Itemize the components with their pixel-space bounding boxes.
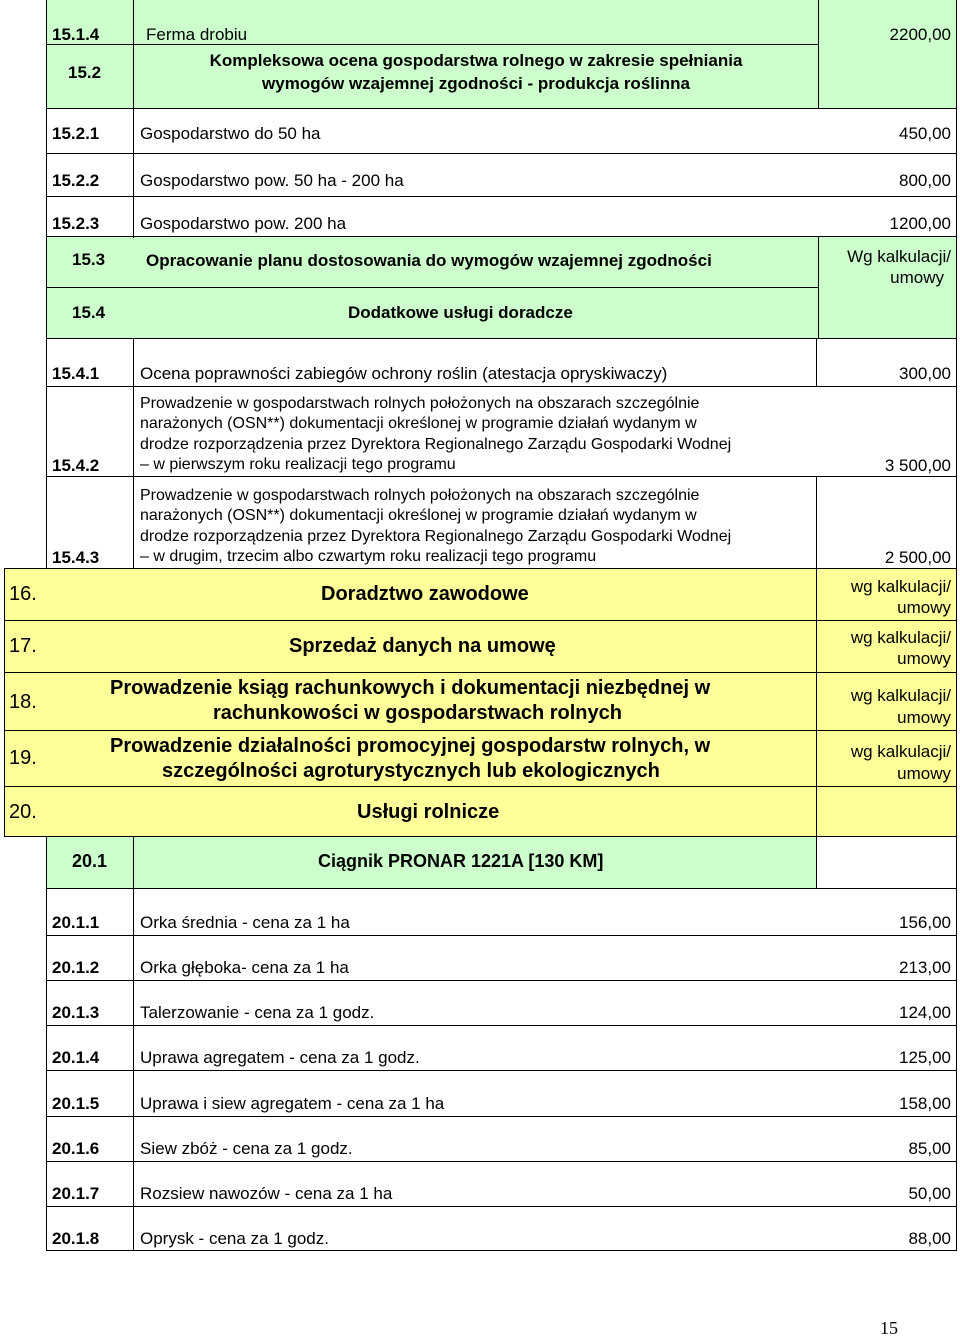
- row-label: Ferma drobiu: [146, 25, 248, 44]
- row-price: 2 500,00: [884, 548, 951, 567]
- row-label: Kompleksowa ocena gospodarstwa rolnego w zakresie spełniania: [209, 51, 743, 70]
- row-price: 450,00: [899, 124, 951, 143]
- row-price: umowy: [897, 708, 951, 727]
- row-label: Prowadzenie działalności promocyjnej gospodarstw rolnych, w: [110, 735, 711, 757]
- row-label: Uprawa i siew agregatem - cena za 1 ha: [140, 1094, 445, 1113]
- row-number: 15.2.3: [52, 214, 100, 233]
- row-number: 20.1.1: [52, 913, 100, 932]
- row-label: Dodatkowe usługi doradcze: [348, 303, 573, 322]
- row-price: 3 500,00: [884, 456, 951, 475]
- row-label: narażonych (OSN**) dokumentacji określonej w programie działań wydanym w: [140, 507, 697, 524]
- row-number: 16.: [9, 583, 37, 605]
- row-number: 18.: [9, 691, 37, 713]
- row-label: Ocena poprawności zabiegów ochrony roślin (atestacja opryskiwaczy): [140, 364, 668, 383]
- row-label: Sprzedaż danych na umowę: [289, 635, 556, 657]
- section-15-2-value-bg: [818, 0, 956, 108]
- row-label: narażonych (OSN**) dokumentacji określonej w programie działań wydanym w: [140, 415, 697, 432]
- row-number: 20.1: [72, 851, 108, 871]
- row-label: wymogów wzajemnej zgodności - produkcja roślinna: [262, 74, 690, 93]
- row-price: 125,00: [899, 1048, 951, 1067]
- row-number: 15.3: [72, 250, 106, 269]
- row-label: Prowadzenie ksiąg rachunkowych i dokumentacji niezbędnej w: [110, 677, 711, 699]
- row-number: 20.1.8: [52, 1229, 100, 1248]
- row-price: 213,00: [899, 958, 951, 977]
- row-price: 50,00: [908, 1184, 951, 1203]
- row-number: 15.4.2: [52, 456, 100, 475]
- row-number: 15.2.1: [52, 124, 100, 143]
- row-number: 15.1.4: [52, 25, 100, 44]
- row-label: Gospodarstwo do 50 ha: [140, 124, 321, 143]
- row-label: drodze rozporządzenia przez Dyrektora Regionalnego Zarządu Gospodarki Wodnej: [140, 528, 732, 545]
- row-label: Prowadzenie w gospodarstwach rolnych położonych na obszarach szczególnie: [140, 395, 700, 412]
- row-price: umowy: [897, 764, 951, 783]
- row-label: Uprawa agregatem - cena za 1 godz.: [140, 1048, 420, 1067]
- row-price: 158,00: [899, 1094, 951, 1113]
- row-price: 85,00: [908, 1139, 951, 1158]
- row-label: Gospodarstwo pow. 200 ha: [140, 214, 347, 233]
- row-price: 88,00: [908, 1229, 951, 1248]
- row-label: – w drugim, trzecim albo czwartym roku realizacji tego programu: [140, 548, 597, 565]
- row-label: Prowadzenie w gospodarstwach rolnych położonych na obszarach szczególnie: [140, 487, 700, 504]
- row-price: 300,00: [899, 364, 951, 383]
- row-number: 20.1.7: [52, 1184, 100, 1203]
- row-number: 20.1.2: [52, 958, 100, 977]
- row-label: Usługi rolnicze: [357, 801, 500, 823]
- row-price: Wg kalkulacji/: [847, 247, 951, 266]
- row-label: rachunkowości w gospodarstwach rolnych: [213, 702, 622, 724]
- page-number: 15: [880, 1318, 898, 1338]
- row-number: 20.1.5: [52, 1094, 100, 1113]
- row-number: 15.2.2: [52, 171, 100, 190]
- row-label: Rozsiew nawozów - cena za 1 ha: [140, 1184, 393, 1203]
- row-price: wg kalkulacji/: [850, 628, 951, 647]
- row-number: 15.4.1: [52, 364, 100, 383]
- row-label: drodze rozporządzenia przez Dyrektora Regionalnego Zarządu Gospodarki Wodnej: [140, 436, 732, 453]
- row-number: 17.: [9, 635, 37, 657]
- row-price: wg kalkulacji/: [850, 577, 951, 596]
- row-label: Oprysk - cena za 1 godz.: [140, 1229, 329, 1248]
- row-label: Opracowanie planu dostosowania do wymogów wzajemnej zgodności: [146, 251, 712, 270]
- row-number: 15.4.3: [52, 548, 100, 567]
- row-price: 156,00: [899, 913, 951, 932]
- row-price: 1200,00: [889, 214, 951, 233]
- row-label: szczególności agroturystycznych lub ekologicznych: [162, 760, 660, 782]
- row-price: umowy: [897, 598, 951, 617]
- row-label: Doradztwo zawodowe: [321, 583, 529, 605]
- row-label: Ciągnik PRONAR 1221A [130 KM]: [318, 851, 604, 871]
- row-price: wg kalkulacji/: [850, 686, 951, 705]
- row-number: 20.1.6: [52, 1139, 100, 1158]
- row-price: wg kalkulacji/: [850, 742, 951, 761]
- row-price: 2200,00: [889, 25, 951, 44]
- row-number: 19.: [9, 747, 37, 769]
- row-label: Orka głęboka- cena za 1 ha: [140, 958, 349, 977]
- row-price: 124,00: [899, 1003, 951, 1022]
- row-price: umowy: [890, 268, 944, 287]
- row-number: 20.1.4: [52, 1048, 100, 1067]
- row-number: 15.4: [72, 303, 106, 322]
- row-label: Talerzowanie - cena za 1 godz.: [140, 1003, 375, 1022]
- row-label: Gospodarstwo pow. 50 ha - 200 ha: [140, 171, 404, 190]
- row-number: 20.: [9, 801, 37, 823]
- row-label: Orka średnia - cena za 1 ha: [140, 913, 350, 932]
- row-price: umowy: [897, 649, 951, 668]
- row-number: 20.1.3: [52, 1003, 100, 1022]
- row-label: Siew zbóż - cena za 1 godz.: [140, 1139, 353, 1158]
- row-label: – w pierwszym roku realizacji tego programu: [140, 456, 456, 473]
- row-price: 800,00: [899, 171, 951, 190]
- row-number: 15.2: [68, 63, 102, 82]
